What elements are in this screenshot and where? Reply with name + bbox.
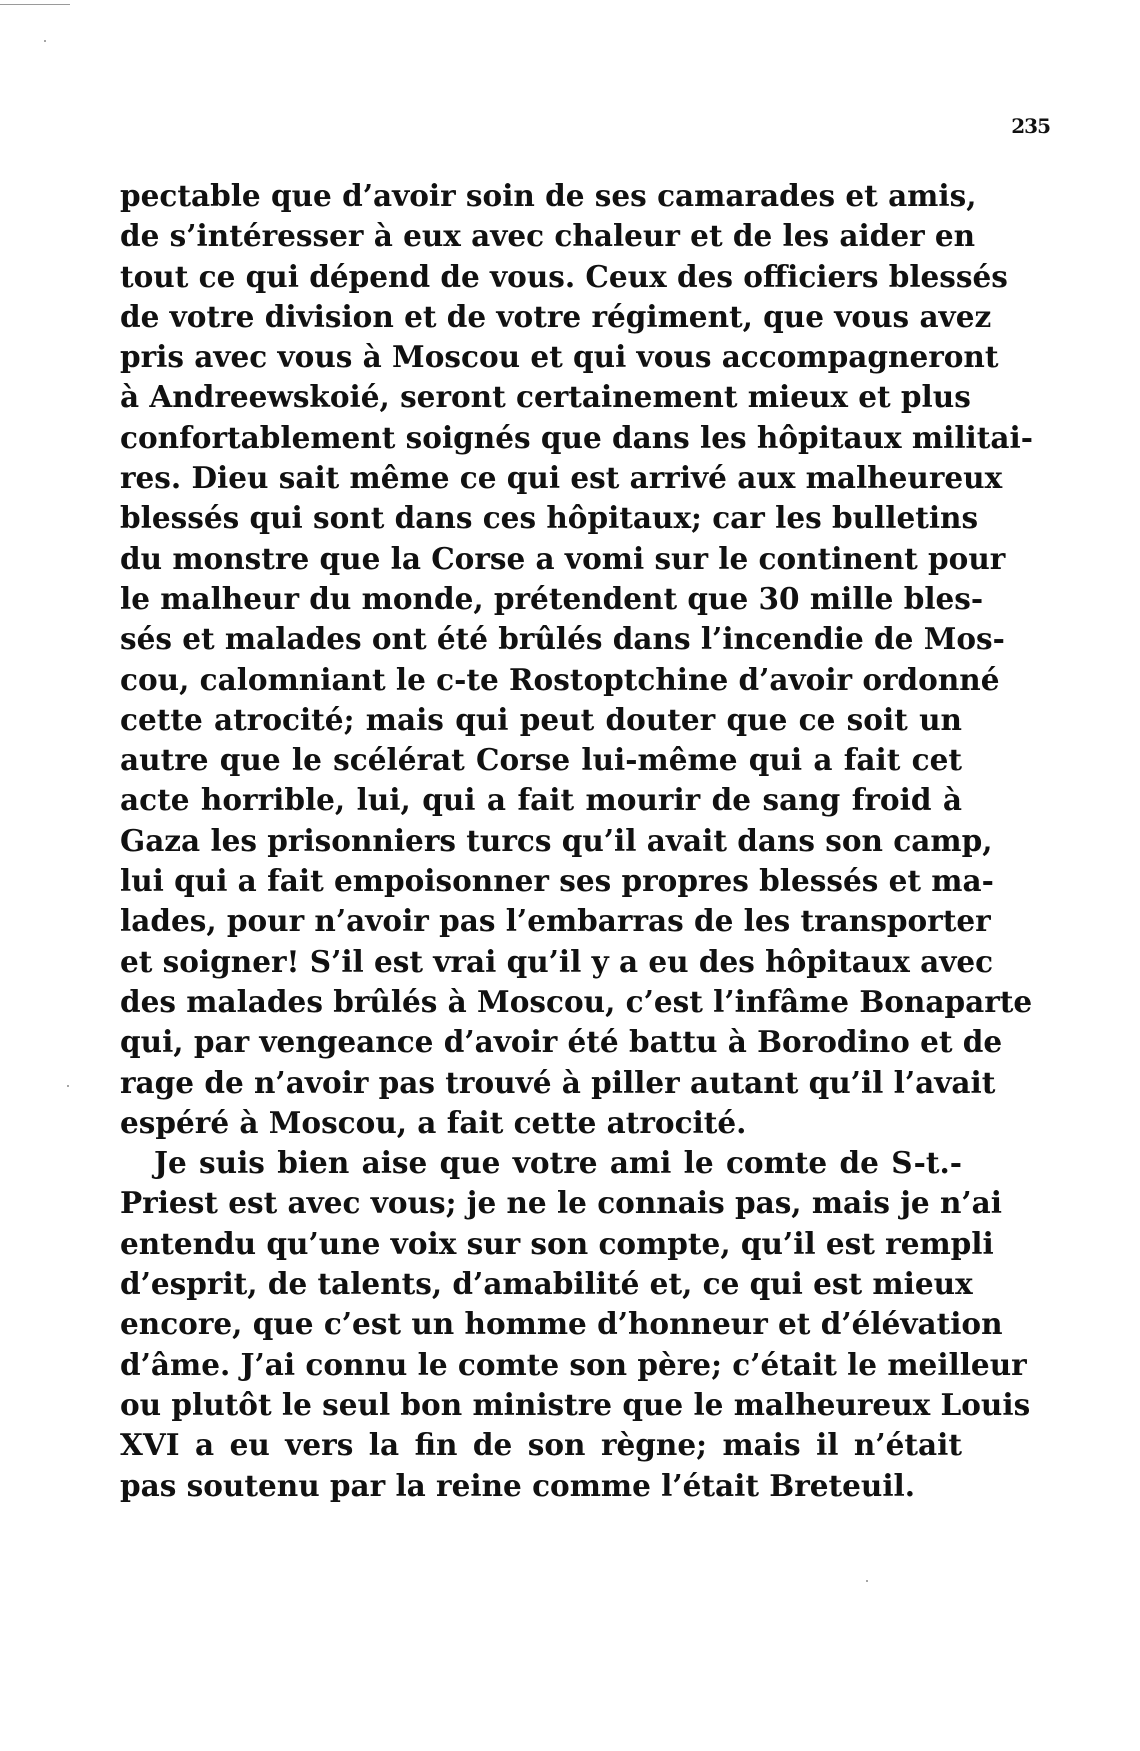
text-line: cou, calomniant le c-te Rostoptchine d’avoir ordonné <box>120 661 1000 697</box>
text-line: confortablement soignés que dans les hôpitaux militai- <box>120 419 1033 455</box>
paragraph-end-line: pas soutenu par la reine comme l’était Breteuil. <box>120 1467 916 1503</box>
text-line: qui, par vengeance d’avoir été battu à Borodino et de <box>120 1024 1003 1060</box>
text-line: pectable que d’avoir soin de ses camarades et amis, <box>120 178 977 213</box>
text-line: entendu qu’une voix sur son compte, qu’il est rempli <box>120 1225 994 1261</box>
page-number: 235 <box>1011 114 1050 138</box>
print-speck <box>866 1580 868 1582</box>
text-line: pris avec vous à Moscou et qui vous accompagneront <box>120 339 999 375</box>
text-line: d’esprit, de talents, d’amabilité et, ce qui est mieux <box>120 1266 973 1302</box>
body-text <box>120 176 1033 1506</box>
text-line: encore, que c’est un homme d’honneur et d’élévation <box>120 1306 1003 1342</box>
text-line: du monstre que la Corse a vomi sur le continent pour <box>120 540 1006 576</box>
text-line: autre que le scélérat Corse lui-même qui a fait cet <box>120 742 962 778</box>
text-line: Priest est avec vous; je ne le connais pas, mais je n’ai <box>120 1185 1003 1221</box>
top-rule <box>0 4 70 5</box>
text-line: d’âme. J’ai connu le comte son père; c’était le meilleur <box>120 1346 1027 1382</box>
print-speck <box>67 1085 69 1087</box>
text-line: XVI a eu vers la fin de son règne; mais il n’était <box>120 1427 962 1463</box>
text-line: ou plutôt le seul bon ministre que le malheureux Louis <box>120 1386 1031 1422</box>
text-line: tout ce qui dépend de vous. Ceux des officiers blessés <box>120 258 1008 294</box>
text-line: blessés qui sont dans ces hôpitaux; car les bulletins <box>120 500 979 536</box>
text-line: sés et malades ont été brûlés dans l’incendie de Mos- <box>120 621 1005 657</box>
text-line: acte horrible, lui, qui a fait mourir de sang froid à <box>120 782 962 818</box>
paragraph-start-line: Je suis bien aise que votre ami le comte de S-t.- <box>154 1145 962 1181</box>
text-line: de s’intéresser à eux avec chaleur et de les aider en <box>120 218 976 254</box>
paragraph-end-line: espéré à Moscou, a fait cette atrocité. <box>120 1104 747 1140</box>
text-line: à Andreewskoié, seront certainement mieux et plus <box>120 379 971 415</box>
text-line: rage de n’avoir pas trouvé à piller autant qu’il l’avait <box>120 1064 996 1100</box>
text-line: de votre division et de votre régiment, que vous avez <box>120 298 992 334</box>
text-line: cette atrocité; mais qui peut douter que ce soit un <box>120 701 962 737</box>
text-line: et soigner! S’il est vrai qu’il y a eu des hôpitaux avec <box>120 943 994 979</box>
text-line: res. Dieu sait même ce qui est arrivé aux malheureux <box>120 460 1003 496</box>
text-line: lui qui a fait empoisonner ses propres blessés et ma- <box>120 863 994 899</box>
print-speck <box>44 40 46 42</box>
text-line: Gaza les prisonniers turcs qu’il avait dans son camp, <box>120 822 993 858</box>
text-line: lades, pour n’avoir pas l’embarras de les transporter <box>120 903 991 939</box>
text-line: des malades brûlés à Moscou, c’est l’infâme Bonaparte <box>120 983 1033 1019</box>
text-line: le malheur du monde, prétendent que 30 mille bles- <box>120 580 984 616</box>
